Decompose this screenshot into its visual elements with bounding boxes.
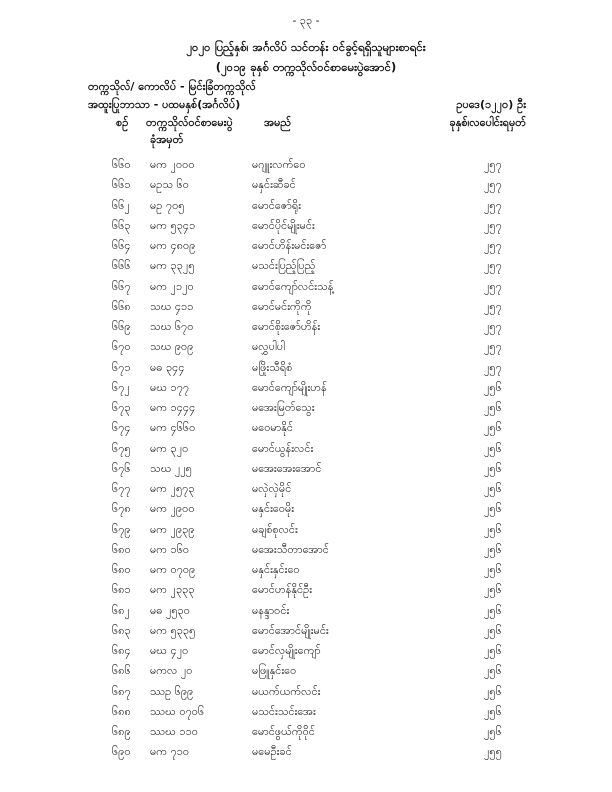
row-score: ၂၅၆: [484, 563, 502, 576]
row-number: ၆၈၄: [112, 644, 131, 657]
row-number: ၆၇၁: [112, 360, 131, 374]
row-score: ၂၅၆: [484, 401, 502, 414]
row-number: ၆၆၀: [112, 158, 131, 171]
row-score: ၂၅၇: [484, 279, 502, 293]
student-list: [0, 158, 612, 766]
row-number: ၆၆၈: [112, 299, 131, 313]
row-name: မောင်ကျော်လင်းသန့်: [252, 279, 334, 293]
row-score: ၂၅၆: [484, 644, 502, 657]
row-name: မနန္ဒာဝင်း: [252, 603, 290, 617]
row-score: ၂၅၆: [484, 664, 502, 678]
row-score: ၂၅၇: [484, 340, 502, 354]
row-reg-number: မဃ ၄၂၀: [150, 644, 189, 657]
row-name: မဂျူးလက်ဝေ: [252, 158, 306, 171]
university-line: တက္ကသိုလ်/ ကောလိပ် - မြင်းခြံတက္ကသိုလ်: [88, 80, 256, 93]
row-name: မအေးသီတာအောင်: [252, 542, 329, 556]
row-score: ၂၅၆: [484, 684, 502, 698]
class-line: အထူးပြုဘာသာ - ပထမနှစ်(အင်္ဂလိပ်): [88, 98, 241, 111]
row-name: မလှဲလှဲမိုင်: [252, 482, 292, 495]
row-number: ၆၉၀: [112, 745, 131, 759]
row-number: ၆၆၃: [112, 218, 131, 232]
row-reg-number: မကလ ၂၀: [150, 664, 193, 678]
table-row: [0, 401, 612, 421]
row-reg-number: မဥသ ၆၀: [150, 178, 189, 192]
row-name: မသင်းပြည့်ပြည့်: [252, 259, 316, 273]
table-row: [0, 178, 612, 198]
document-title: ၂၀၂၀ ပြည့်နှစ်၊ အင်္ဂလိပ် သင်တန်း ဝင်ခွင့်ရရှိသူများစာရင်း: [186, 40, 426, 54]
row-score: ၂၅၅: [484, 745, 502, 759]
table-row: [0, 219, 612, 239]
table-row: [0, 543, 612, 563]
table-row: [0, 462, 612, 482]
row-number: ၆၈၃: [112, 623, 131, 637]
row-score: ၂၅၇: [484, 218, 502, 232]
row-number: ၆၇၂: [112, 380, 130, 394]
row-reg-number: မဃ ၁၇၇: [150, 380, 190, 394]
table-row: [0, 421, 612, 441]
row-name: မောင်လှမျိုးကျော်: [252, 644, 321, 657]
row-reg-number: သဃ ၂၂၅: [150, 461, 192, 475]
row-score: ၂၅၆: [484, 502, 502, 516]
row-reg-number: မက ၄၈၀၉: [150, 239, 196, 252]
table-row: [0, 745, 612, 765]
row-number: ၆၆၁: [112, 178, 131, 192]
row-name: မလွှပါပါ: [252, 340, 285, 354]
row-name: မအေးမြတ်သွေး: [252, 401, 315, 414]
row-name: မောင်ယွန်းလင်း: [252, 441, 314, 455]
row-number: ၆၈၀: [112, 542, 131, 556]
row-reg-number: ဿဃ ၀၇၀၆: [150, 704, 205, 718]
row-number: ၆၆၂: [112, 198, 130, 212]
row-number: ၆၇၆: [112, 461, 131, 475]
row-name: မဖြူနှင်းဝေ: [252, 664, 297, 678]
row-number: ၆၇၈: [112, 502, 131, 516]
row-reg-number: မက ၁၄၄၄: [150, 401, 196, 414]
row-name: မအေးအေးအောင်: [252, 461, 322, 475]
table-row: [0, 300, 612, 320]
row-name: မမေဦးခင်: [252, 745, 292, 759]
row-reg-number: မဥ ၇၀၅: [150, 198, 185, 212]
table-row: [0, 604, 612, 624]
row-name: မောင်ပိုင်မျိုးမင်း: [252, 218, 315, 232]
row-number: ၆၈၉: [112, 725, 131, 738]
column-header-score: ခုနှစ်၊လပေါင်းရမှတ်: [449, 116, 526, 129]
row-reg-number: ဿဥ ၆၉၉: [150, 684, 194, 698]
row-score: ၂၅၆: [484, 725, 502, 738]
table-row: [0, 664, 612, 684]
row-number: ၆၇၇: [112, 482, 131, 495]
row-number: ၆၇၅: [112, 441, 131, 455]
row-reg-number: မက ၅၃၄၁: [150, 218, 196, 232]
row-number: ၆၇၉: [112, 522, 131, 536]
table-row: [0, 158, 612, 178]
column-header-reg-sub: ခုံအမှတ်: [150, 133, 184, 146]
row-name: မနှင်းဆီခင်: [252, 178, 296, 192]
row-score: ၂၅၆: [484, 482, 502, 495]
row-reg-number: မက ၂၁၂၀: [150, 279, 194, 293]
row-name: မဝေမာနိုင်: [252, 421, 294, 435]
row-reg-number: မက ၅၃၃၅: [150, 623, 196, 637]
row-score: ၂၅၇: [484, 158, 502, 171]
table-row: [0, 320, 612, 340]
table-row: [0, 644, 612, 664]
row-reg-number: မက ၃၃၂၅: [150, 259, 195, 273]
table-row: [0, 725, 612, 745]
row-name: မချစ်စုလင်း: [252, 522, 298, 536]
row-number: ၆၈၂: [112, 603, 130, 617]
row-reg-number: မက ၄၆၆၀: [150, 421, 196, 435]
row-name: မောင်ဇော်ရိုး: [252, 198, 302, 212]
row-reg-number: မက ၂၅၇၃: [150, 482, 195, 495]
row-number: ၆၇၃: [112, 401, 131, 414]
row-score: ၂၅၆: [484, 583, 502, 597]
row-number: ၆၈၈: [112, 704, 131, 718]
row-score: ၂၅၆: [484, 522, 502, 536]
row-number: ၆၇၀: [112, 340, 131, 354]
row-number: ၆၈၇: [112, 684, 131, 698]
row-score: ၂၅၇: [484, 259, 502, 273]
row-number: ၆၆၆: [112, 259, 131, 273]
row-name: မောင်ကျော်မျိုးဟန်: [252, 380, 327, 394]
table-row: [0, 705, 612, 725]
table-row: [0, 523, 612, 543]
row-reg-number: မဓ ၂၅၃၀: [150, 603, 190, 617]
table-row: [0, 685, 612, 705]
row-score: ၂၅၆: [484, 704, 502, 718]
row-name: မနှင်းနှင်းဝေ: [252, 563, 300, 576]
page-number: - ၃၃ -: [292, 14, 320, 27]
table-row: [0, 381, 612, 401]
table-row: [0, 239, 612, 259]
row-score: ၂၅၆: [484, 441, 502, 455]
row-number: ၆၆၄: [112, 239, 131, 252]
row-reg-number: သဃ ၆၇၀: [150, 320, 194, 333]
table-row: [0, 482, 612, 502]
row-score: ၂၅၆: [484, 623, 502, 637]
row-number: ၆၈၀: [112, 563, 131, 576]
row-score: ၂၅၇: [484, 198, 502, 212]
row-number: ၆၈၆: [112, 664, 131, 678]
row-score: ၂၅၇: [484, 239, 502, 252]
table-row: [0, 624, 612, 644]
row-name: မောင်အောင်မျိုးမင်း: [252, 623, 329, 637]
row-score: ၂၅၇: [484, 360, 502, 374]
row-reg-number: ဿဃ ၁၁၀: [150, 725, 198, 738]
table-row: [0, 563, 612, 583]
table-row: [0, 361, 612, 381]
row-score: ၂၅၆: [484, 421, 502, 435]
document-subtitle: (၂၀၁၉ ခုနှစ် တက္ကသိုလ်ဝင်စာမေးပွဲအောင်): [215, 60, 397, 74]
column-header-reg: တက္ကသိုလ်ဝင်စာမေးပွဲ: [146, 116, 233, 129]
row-score: ၂၅၆: [484, 603, 502, 617]
row-score: ၂၅၆: [484, 461, 502, 475]
row-score: ၂၅၆: [484, 542, 502, 556]
row-reg-number: မက ၂၉၃၉: [150, 522, 195, 536]
row-number: ၆၇၄: [112, 421, 131, 435]
table-row: [0, 502, 612, 522]
row-name: မောင်ဟိန်းမင်းဇော်: [252, 239, 327, 252]
row-name: မောင်မင်းကိုကို: [252, 299, 312, 313]
row-reg-number: သဃ ၄၁၁: [150, 299, 194, 313]
row-reg-number: မက ၂၀၀၀: [150, 158, 195, 171]
table-row: [0, 340, 612, 360]
table-row: [0, 583, 612, 603]
row-name: မောင်ဖွယ်ကိုဝိုင်: [252, 725, 315, 738]
row-reg-number: မက ၇၁၀: [150, 745, 190, 759]
column-header-no: စဉ်: [116, 116, 129, 129]
table-row: [0, 259, 612, 279]
row-name: မောင်စိုးဇော်ဟိန်း: [252, 320, 321, 333]
total-count-label: ဥပဒေ(၁၂၂၀) ဦး: [456, 98, 526, 111]
row-number: ၆၆၉: [112, 320, 131, 333]
row-score: ၂၅၇: [484, 299, 502, 313]
row-reg-number: မက ၁၆၀: [150, 542, 190, 556]
row-name: မောင်ဟန်နိုင်ဦး: [252, 583, 313, 597]
row-reg-number: မဓ ၃၄၄: [150, 360, 185, 374]
row-score: ၂၅၆: [484, 380, 502, 394]
table-row: [0, 280, 612, 300]
row-reg-number: မက ၂၃၃၃: [150, 583, 195, 597]
row-reg-number: မက ၃၂၀: [150, 441, 189, 455]
column-header-name: အမည်: [264, 116, 292, 129]
row-number: ၆၈၁: [112, 583, 131, 597]
row-name: မနှင်းဝေမိုး: [252, 502, 295, 516]
row-name: မသင်းသင်းအေး: [252, 704, 316, 718]
row-name: မဖြိုးသီရိစံ: [252, 360, 293, 374]
table-row: [0, 199, 612, 219]
table-row: [0, 442, 612, 462]
row-reg-number: မက ၀၇၀၉: [150, 563, 196, 576]
row-reg-number: မက ၂၉၀၀: [150, 502, 195, 516]
row-score: ၂၅၇: [484, 320, 502, 333]
row-reg-number: သဃ ၉၀၉: [150, 340, 194, 354]
row-score: ၂၅၇: [484, 178, 502, 192]
row-name: မယက်ယက်လင်း: [252, 684, 321, 698]
row-number: ၆၆၇: [112, 279, 131, 293]
